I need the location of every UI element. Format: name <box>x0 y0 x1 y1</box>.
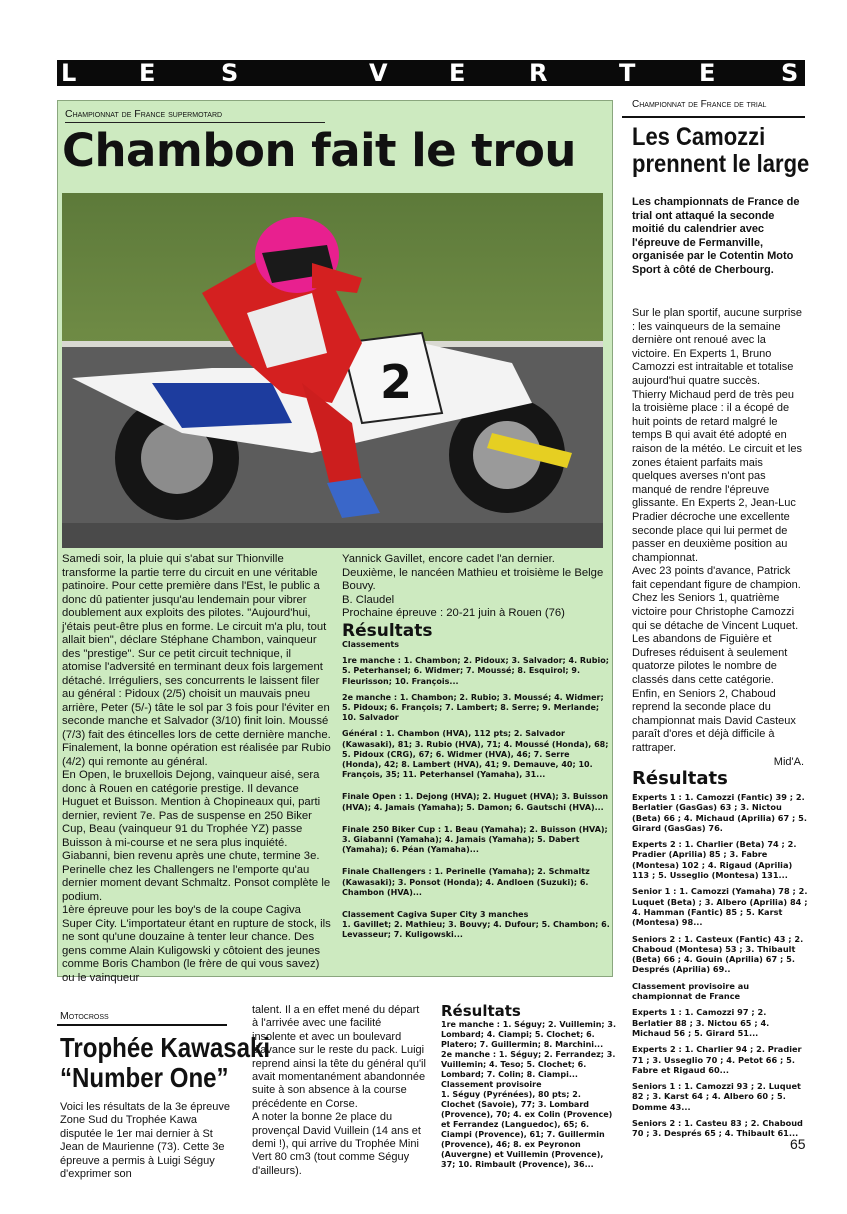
results-entry: 1re manche : 1. Séguy; 2. Vuillemin; 3. Lombard; 4. Ciampi; 5. Clochet; 6. Platero; 7. Guillermin; 8. Marchini... <box>441 1020 616 1049</box>
supermotard-body-end: Yannick Gavillet, encore cadet l'an dernier. Deuxième, le nancéen Mathieu et troisième le Belge Bouvy. B. Claudel Prochaine épreuve : 20-21 juin à Rouen (76) <box>342 553 604 619</box>
banner-letter: E <box>699 59 716 87</box>
results-entry: Seniors 1 : 1. Camozzi 93 ; 2. Luquet 82 ; 3. Karst 64 ; 4. Albero 60 ; 5. Domme 43... <box>632 1081 801 1112</box>
results-entry: 2e manche : 1. Séguy; 2. Ferrandez; 3. Vuillemin; 4. Teso; 5. Clochet; 6. Lombard; 7. Colin; 8. Ciampi... <box>441 1050 616 1079</box>
trial-title: Les Camozzi prennent le large <box>632 123 810 178</box>
results-entry: Senior 1 : 1. Camozzi (Yamaha) 78 ; 2. Luquet (Beta) ; 3. Albero (Aprilia) 84 ; 4. Hamman (Fantic) 85 ; 5. Karst (Montesa) 98... <box>632 886 808 928</box>
banner-letter: R <box>529 59 548 87</box>
rider-photo-illustration <box>62 193 603 548</box>
trial-kicker: Championnat de France de trial <box>632 99 767 110</box>
motocross-title: Trophée Kawasaki “Number One” <box>60 1032 271 1093</box>
results-entry: Experts 1 : 1. Camozzi 97 ; 2. Berlatier 88 ; 3. Nictou 65 ; 4. Michaud 56 ; 5. Girard 51... <box>632 1007 770 1038</box>
results-entry: 2e manche : 1. Chambon; 2. Rubio; 3. Moussé; 4. Widmer; 5. Pidoux; 6. François; 7. Lambert; 8. Serre; 9. Merlande; 10. Salvador <box>342 692 604 723</box>
results-entry: Seniors 2 : 1. Casteux (Fantic) 43 ; 2. Chaboud (Montesa) 53 ; 3. Thibault (Beta) 66 ; 4. Gouin (Aprilia) 67 ; 5. Després (Aprilia) 69.. <box>632 933 804 975</box>
trial-body-text: Sur le plan sportif, aucune surprise : les vainqueurs de la semaine dernière ont renoué avec la victoire. En Experts 1, Bruno Camozzi est intraitable et totalise aujourd'hui quatre succès. Thierry Michaud perd de très peu la troisième place : il a écopé de huit points de retard malgré le temps B qui avait été adopté en raison de la météo. Le circuit et les zones étaient parfaits mais quelques averses n'ont pas manqué de rendre l'épreuve glissante. En Experts 2, Jean-Luc Pradier décroche une excellente seconde place qui lui permet de passer en deuxième position au championnat. Avec 23 points d'avance, Patrick fait cependant figure de champion. Chez les Seniors 1, quatrième victoire pour Christophe Camozzi qui se détache de Vincent Luquet. Les abandons de Figuière et Dufreses réduisent à seulement quatorze pilotes le nombre de classés dans cette catégorie. Enfin, en Seniors 2, Chaboud reprend la seconde place du championnat mais David Casteux paraît d'ores et déjà difficile à rattraper. <box>632 307 802 754</box>
results-entry: Experts 2 : 1. Charlier (Beta) 74 ; 2. Pradier (Aprilia) 85 ; 3. Fabre (Montesa) 102 ; 4. Rigaud (Aprilia) 113 ; 5. Usseglio (Montesa) 131... <box>632 839 797 881</box>
motocross-results-heading: Résultats <box>441 1002 521 1020</box>
supermotard-title: Chambon fait le trou <box>62 124 576 177</box>
trial-body <box>632 307 804 769</box>
results-entry: Experts 1 : 1. Camozzi (Fantic) 39 ; 2. Berlatier (GasGas) 63 ; 3. Nictou (Beta) 66 ; 4. Michaud (Aprilia) 67 ; 5. Girard (GasGas) 76. <box>632 792 807 833</box>
banner-letter: T <box>619 59 636 87</box>
banner-letter: E <box>139 59 156 87</box>
banner-letter: E <box>449 59 466 87</box>
motocross-kicker: Motocross <box>60 1010 109 1022</box>
supermotard-kicker: Championnat de France supermotard <box>65 108 325 123</box>
trial-results <box>632 792 808 1139</box>
results-entry: Seniors 2 : 1. Casteu 83 ; 2. Chaboud 70 ; 3. Després 65 ; 4. Thibault 61... <box>632 1118 803 1139</box>
results-label: Classements <box>342 640 400 649</box>
banner-letter: V <box>369 59 388 87</box>
supermotard-photo <box>62 193 603 548</box>
results-entry: Classement Cagiva Super City 3 manches 1. Gavillet; 2. Mathieu; 3. Bouvy; 4. Dufour; 5. Chambon; 6. Levasseur; 7. Kuligowski... <box>342 910 610 940</box>
results-entry: Finale Open : 1. Dejong (HVA); 2. Huguet (HVA); 3. Buisson (HVA); 4. Jamais (Yamaha); 5. Damon; 6. Gautschi (HVA)... <box>342 792 609 812</box>
section-banner <box>57 60 805 86</box>
results-entry: 1re manche : 1. Chambon; 2. Pidoux; 3. Salvador; 4. Rubio; 5. Peterhansel; 6. Widmer; 7. Moussé; 8. Esquirol; 9. Fleurisson; 10. François... <box>342 656 609 686</box>
motocross-rule <box>57 1024 227 1026</box>
results-entry: Finale Challengers : 1. Perinelle (Yamaha); 2. Schmaltz (Kawasaki); 3. Ponsot (Honda); 4. Andloen (Suzuki); 6. Chambon (HVA)... <box>342 867 590 897</box>
svg-text:2: 2 <box>380 355 413 409</box>
motocross-body-col2: talent. Il a en effet mené du départ à l'arrivée avec une facilité insolente et avec un boulevard d'avance sur le reste du pack. Luigi reprend ainsi la tête du général qu'il avait momentanément abandonnée suite à son absence à la course précédente en Corse. A noter la bonne 2e place du provençal David Vuillein (14 ans et demi !), qui arrive du Trophée Mini Vert 80 cm3 (tout comme Séguy d'ailleurs). <box>252 1004 426 1177</box>
supermotard-results-heading: Résultats <box>342 620 433 641</box>
supermotard-body-col2 <box>342 553 610 941</box>
supermotard-body-col1: Samedi soir, la pluie qui s'abat sur Thionville transforme la partie terre du circuit en une véritable patinoire. Pour cette première dans l'Est, le public a donc dû patienter jusqu'au lendemain pour vibrer doublement aux exploits des pilotes. "Aujourd'hui, j'étais peut-être plus en forme. Le circuit m'a plu, tout allait bien", déclare Stéphane Chambon, vainqueur des "prestige". Sur ce petit circuit technique, il atomise l'adversité en terminant deux fois largement détaché. Irréguliers, ses concurrents le laissent filer au général : Pidoux (2/5) choisit un mauvais pneu arrière, Peter (5/-) tâte le sol par 3 fois pour l'éviter en seconde manche et Salvador (3/10) finit loin. Moussé (7/3) fait des étincelles lors de cette dernière manche. Finalement, la bonne opération est réalisée par Rubio (4/2) qui remonte au général. En Open, le bruxellois Dejong, vainqueur aisé, sera donc à Rouen en catégorie prestige. Il devance Huguet et Buisson. Mention à Chopineaux qui, parti dernier, revient 7e. Pas de suspense en 250 Biker Cup, Beau (vainqueur 91 du Trophée YZ) passe Buisson à mi-course et ne sera plus inquiété. Giabanni, bien revenu après une chute, termine 3e. Perinelle chez les Challengers ne l'emporte qu'au dernier moment devant Schmaltz. Ponsot complète le podium. 1ère épreuve pour les boy's de la coupe Cagiva Super City. L'importateur étant en rupture de stock, ils ne sont qu'une douzaine à tenter leur chance. Des gens comme Alain Kuligowski y côtoient des jeunes comme Boris Chambon (le frère de qui vous savez) ou le vainqueur <box>62 553 331 984</box>
banner-letter: L <box>61 59 77 87</box>
page-number: 65 <box>790 1136 806 1152</box>
results-label: Classement provisoire au championnat de France <box>632 980 750 1002</box>
motocross-body-col1: Voici les résultats de la 3e épreuve Zone Sud du Trophée Kawa disputée le 1er mai dernier à St Jean de Maurienne (73). Cette 3e épreuve a permis à Luigi Séguy d'exprimer son <box>60 1101 230 1181</box>
results-entry: Finale 250 Biker Cup : 1. Beau (Yamaha); 2. Buisson (HVA); 3. Giabanni (Yamaha); 4. Jamais (Yamaha); 5. Dabert (Yamaha); 6. Péan (Yamaha)... <box>342 824 608 855</box>
results-entry: Classement provisoire 1. Séguy (Pyrénées), 80 pts; 2. Clochet (Savoie), 77; 3. Lombard (Provence), 70; 4. ex Colin (Provence) et Ferrandez (Languedoc), 65; 6. Ciampi (Provence), 61; 7. Guillermin (Provence), 46; 8. ex Peyronon (Auvergne) et Vuillemin (Provence), 37; 10. Rimbault (Provence), 36... <box>441 1080 613 1169</box>
trial-results-heading: Résultats <box>632 768 728 789</box>
trial-signature: Mid'A. <box>773 755 804 768</box>
trial-rule <box>622 116 805 118</box>
results-entry: Général : 1. Chambon (HVA), 112 pts; 2. Salvador (Kawasaki), 81; 3. Rubio (HVA), 71; 4. Moussé (Honda), 68; 5. Pidoux (CRG), 67; 6. Widmer (HVA), 46; 7. Serre (Honda), 42; 8. Lambert (HVA), 41; 9. Demauve, 40; 10. François, 35; 11. Peterhansel (Yamaha), 31... <box>342 729 609 780</box>
results-entry: Experts 2 : 1. Charlier 94 ; 2. Pradier 71 ; 3. Usseglio 70 ; 4. Petot 66 ; 5. Fabre et Rigaud 60... <box>632 1044 802 1075</box>
motocross-results <box>441 1020 616 1170</box>
banner-letter: S <box>781 59 799 87</box>
banner-letter: S <box>221 59 239 87</box>
trial-lead: Les championnats de France de trial ont attaqué la seconde moitié du calendrier avec l'épreuve de Fermanville, organisée par le Cotentin Moto Sport à côté de Cherbourg. <box>632 196 800 276</box>
